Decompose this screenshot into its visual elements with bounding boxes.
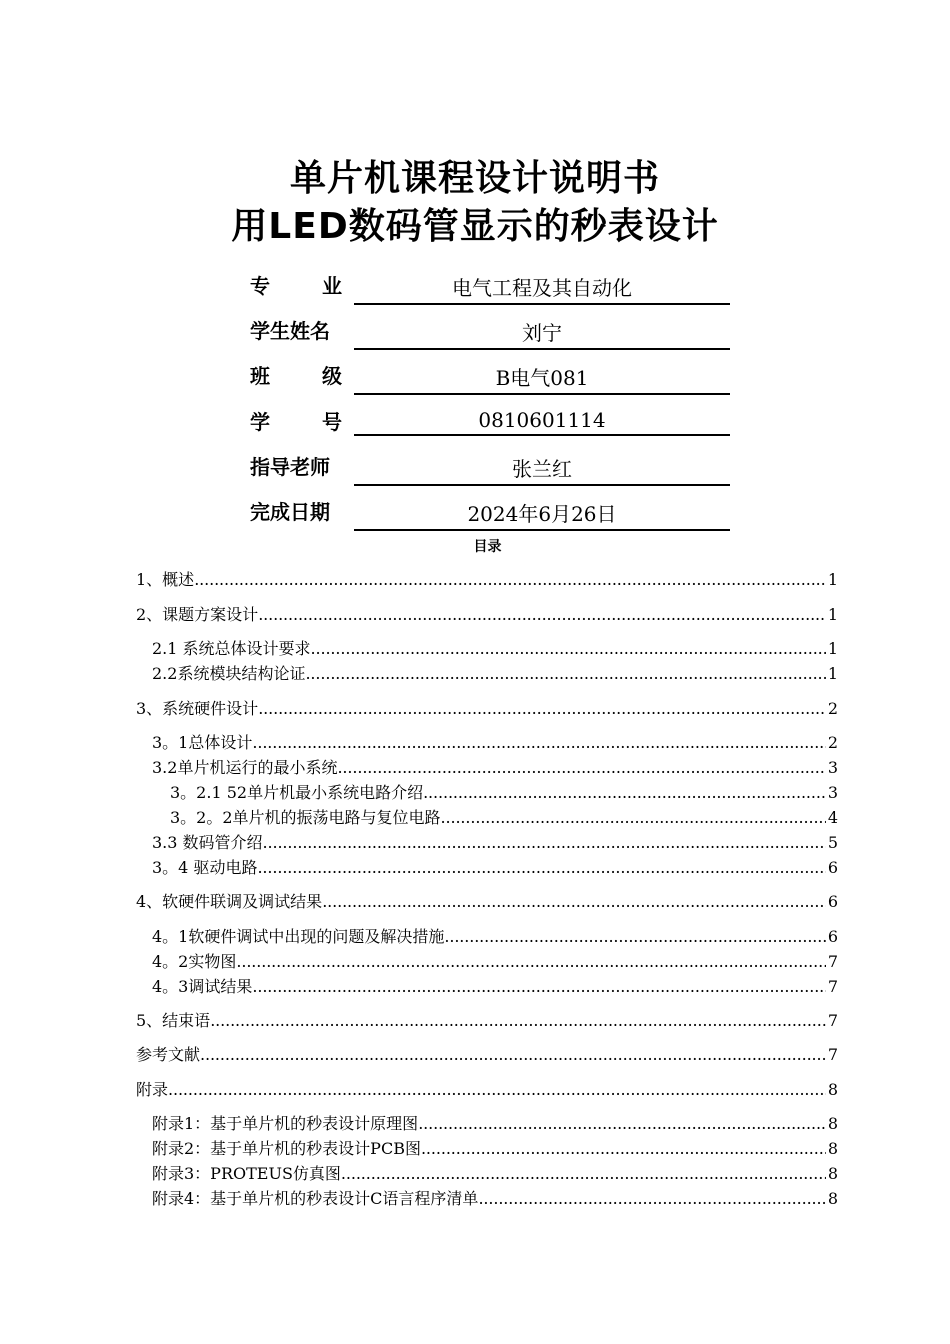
info-row-class xyxy=(250,356,730,396)
toc-entry-text: 3.3 数码管介绍 xyxy=(152,833,263,852)
toc-group-4 xyxy=(136,889,838,914)
toc-leader-dots xyxy=(441,808,826,827)
toc-leader-dots xyxy=(305,664,825,683)
toc-entry-page: 3 xyxy=(827,758,838,777)
toc-entry-text: 3。2。2单片机的振荡电路与复位电路 xyxy=(170,808,441,827)
toc-entry-page: 1 xyxy=(827,664,838,683)
toc-entry-text: 3、系统硬件设计 xyxy=(136,699,259,718)
toc-entry[interactable] xyxy=(152,755,838,780)
toc-leader-dots xyxy=(444,927,825,946)
toc-entry-text: 5、结束语 xyxy=(136,1011,211,1030)
toc-entry[interactable] xyxy=(170,805,838,830)
toc-heading: 目录 xyxy=(473,539,502,555)
toc-entry[interactable] xyxy=(152,974,838,999)
info-row-student-id xyxy=(250,402,730,442)
toc-entry[interactable] xyxy=(152,1161,838,1186)
toc-entry-page: 6 xyxy=(827,927,838,946)
info-value-student-id: 0810601114 xyxy=(354,408,730,436)
toc-entry[interactable] xyxy=(152,730,838,755)
info-label-major: 专 业 xyxy=(250,274,342,298)
toc-group-1 xyxy=(136,567,838,592)
toc-entry-page: 5 xyxy=(827,833,838,852)
toc-entry[interactable] xyxy=(152,924,838,949)
toc-leader-dots xyxy=(311,639,826,658)
toc-group-appendix xyxy=(136,1077,838,1102)
document-subtitle: 用LED数码管显示的秒表设计 xyxy=(231,206,719,247)
toc-leader-dots xyxy=(423,783,826,802)
toc-group-3-sub xyxy=(152,730,838,780)
toc-group-2 xyxy=(136,602,838,627)
toc-entry-page: 3 xyxy=(827,783,838,802)
toc-entry-page: 2 xyxy=(827,699,838,718)
toc-leader-dots xyxy=(258,699,826,718)
toc-entry-text: 4。3调试结果 xyxy=(152,977,253,996)
info-value-completion-date: 2024年6月26日 xyxy=(354,498,730,531)
toc-entry-page: 8 xyxy=(827,1114,838,1133)
toc-entry-text: 3。4 驱动电路 xyxy=(152,858,258,877)
toc-entry-text: 3.2单片机运行的最小系统 xyxy=(152,758,338,777)
toc-entry-page: 1 xyxy=(827,639,838,658)
toc-entry[interactable] xyxy=(136,1077,838,1102)
toc-leader-dots xyxy=(257,858,825,877)
toc-entry[interactable] xyxy=(152,855,838,880)
toc-entry-page: 7 xyxy=(827,1011,838,1030)
toc-entry-text: 4、软硬件联调及调试结果 xyxy=(136,892,323,911)
toc-group-references xyxy=(136,1042,838,1067)
toc-entry-text: 附录4：基于单片机的秒表设计C语言程序清单 xyxy=(152,1189,479,1208)
toc-leader-dots xyxy=(258,605,826,624)
toc-leader-dots xyxy=(421,1139,826,1158)
toc-entry-text: 2.1 系统总体设计要求 xyxy=(152,639,311,658)
toc-entry-text: 2.2系统模块结构论证 xyxy=(152,664,306,683)
toc-entry-page: 7 xyxy=(827,952,838,971)
toc-entry-text: 1、概述 xyxy=(136,570,195,589)
toc-group-3-tail xyxy=(152,830,838,880)
toc-group-3-2-sub xyxy=(170,780,838,830)
toc-entry-page: 7 xyxy=(827,1045,838,1064)
toc-leader-dots xyxy=(341,1164,826,1183)
toc-entry[interactable] xyxy=(152,1111,838,1136)
toc-entry-text: 2、课题方案设计 xyxy=(136,605,259,624)
toc-leader-dots xyxy=(337,758,825,777)
info-value-major: 电气工程及其自动化 xyxy=(354,272,730,305)
toc-entry-text: 4。2实物图 xyxy=(152,952,237,971)
toc-leader-dots xyxy=(252,977,825,996)
toc-entry-page: 4 xyxy=(827,808,838,827)
toc-group-4-sub xyxy=(152,924,838,999)
toc-entry-page: 6 xyxy=(827,892,838,911)
toc-leader-dots xyxy=(236,952,825,971)
toc-entry[interactable] xyxy=(136,1042,838,1067)
toc-entry-page: 2 xyxy=(827,733,838,752)
toc-entry[interactable] xyxy=(170,780,838,805)
toc-entry[interactable] xyxy=(136,696,838,721)
toc-entry[interactable] xyxy=(152,1136,838,1161)
toc-entry-text: 附录3：PROTEUS仿真图 xyxy=(152,1164,341,1183)
toc-leader-dots xyxy=(252,733,825,752)
toc-leader-dots xyxy=(263,833,826,852)
toc-entry-text: 参考文献 xyxy=(136,1045,201,1064)
info-label-class: 班 级 xyxy=(250,364,342,388)
info-value-class: B电气081 xyxy=(354,362,730,395)
toc-entry-page: 1 xyxy=(827,605,838,624)
info-label-completion-date: 完成日期 xyxy=(250,500,330,524)
toc-entry-page: 6 xyxy=(827,858,838,877)
toc-leader-dots xyxy=(322,892,826,911)
toc-entry[interactable] xyxy=(152,636,838,661)
toc-group-2-sub xyxy=(152,636,838,686)
info-row-student-name xyxy=(250,311,730,351)
toc-entry-text: 3。2.1 52单片机最小系统电路介绍 xyxy=(170,783,424,802)
info-row-major xyxy=(250,266,730,306)
toc-entry-page: 1 xyxy=(827,570,838,589)
toc-entry-text: 4。1软硬件调试中出现的问题及解决措施 xyxy=(152,927,445,946)
toc-entry-text: 附录2：基于单片机的秒表设计PCB图 xyxy=(152,1139,421,1158)
toc-entry[interactable] xyxy=(152,661,838,686)
toc-group-5 xyxy=(136,1008,838,1033)
toc-group-3 xyxy=(136,696,838,721)
toc-entry[interactable] xyxy=(152,830,838,855)
toc-entry-text: 附录 xyxy=(136,1080,169,1099)
toc-entry[interactable] xyxy=(152,949,838,974)
toc-entry-page: 8 xyxy=(827,1139,838,1158)
toc-leader-dots xyxy=(478,1189,825,1208)
toc-entry-page: 8 xyxy=(827,1189,838,1208)
toc-leader-dots xyxy=(210,1011,826,1030)
toc-leader-dots xyxy=(168,1080,826,1099)
info-row-completion-date xyxy=(250,492,730,532)
toc-entry[interactable] xyxy=(152,1186,838,1211)
info-label-student-id: 学 号 xyxy=(250,410,342,434)
toc-leader-dots xyxy=(194,570,826,589)
info-label-advisor: 指导老师 xyxy=(250,455,330,479)
toc-entry[interactable] xyxy=(136,602,838,627)
toc-entry-text: 附录1：基于单片机的秒表设计原理图 xyxy=(152,1114,419,1133)
toc-leader-dots xyxy=(418,1114,826,1133)
toc-entry-page: 8 xyxy=(827,1080,838,1099)
toc-leader-dots xyxy=(200,1045,826,1064)
toc-group-appendix-sub xyxy=(152,1111,838,1211)
info-value-student-name: 刘宁 xyxy=(354,317,730,350)
toc-entry-page: 8 xyxy=(827,1164,838,1183)
info-value-advisor: 张兰红 xyxy=(354,453,730,486)
toc-entry-text: 3。1总体设计 xyxy=(152,733,253,752)
toc-entry[interactable] xyxy=(136,1008,838,1033)
toc-entry-page: 7 xyxy=(827,977,838,996)
info-label-student-name: 学生姓名 xyxy=(250,319,330,343)
info-row-advisor xyxy=(250,447,730,487)
toc-entry[interactable] xyxy=(136,567,838,592)
document-title: 单片机课程设计说明书 xyxy=(289,158,660,199)
toc-entry[interactable] xyxy=(136,889,838,914)
